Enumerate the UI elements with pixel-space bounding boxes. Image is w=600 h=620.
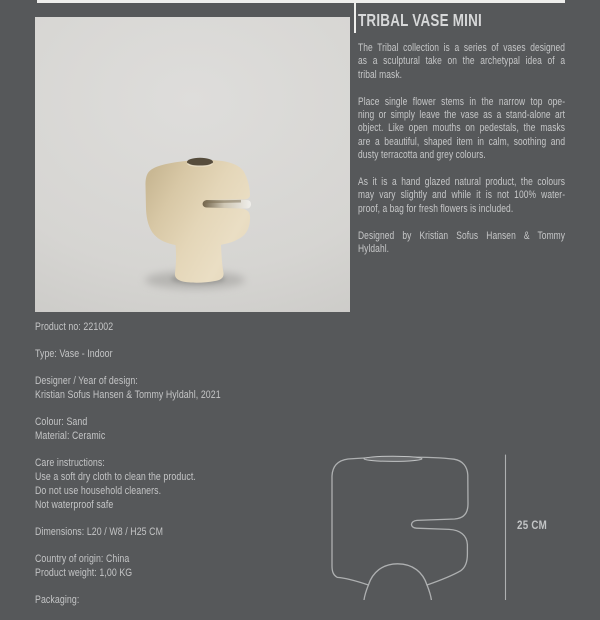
text-line: are a beautiful, shaped item in calm, soothing and [358,135,566,148]
vase-outline-drawing [320,448,510,600]
tribal-vase-photo-illustration [35,17,350,312]
vase-outline [332,457,468,585]
text-line: Designer / Year of design: [35,375,138,387]
description-column [358,10,565,270]
description-paragraph-2 [358,96,565,163]
spec-colour-material [35,415,235,443]
technical-drawing [320,448,510,600]
text-line: Designed by Kristian Sofus Hansen & Tommy [358,229,566,242]
spec-designer [35,374,235,402]
text-line: As it is a hand glazed natural product, the colours [358,176,566,189]
text-line: dusty terracotta and grey colours. [358,149,486,162]
text-line: as a sculptural take on the archetypal idea of a [358,55,566,68]
foot-flare-left [364,585,368,600]
text-line: Product no: 221002 [35,321,114,333]
header-column-divider [354,0,356,33]
description-paragraph-1 [358,42,565,82]
text-line: Colour: Sand [35,416,88,428]
text-line: Place single flower stems in the narrow top ope- [358,95,566,108]
text-line: Material: Ceramic [35,430,106,442]
spec-origin-weight [35,552,235,580]
text-line: Do not use household cleaners. [35,485,162,497]
text-line: tribal mask. [358,68,403,81]
spec-care-instructions [35,456,235,512]
text-line: Country of origin: China [35,553,130,565]
text-line: Not waterproof safe [35,499,114,511]
description-paragraph-3 [358,176,565,216]
text-line: Packaging: [35,594,80,606]
dimension-label: 25 CM [517,520,548,532]
description-paragraph-4 [358,230,565,257]
text-line: Dimensions: L20 / W8 / H25 CM [35,526,164,538]
text-line: Type: Vase - Indoor [35,348,113,360]
text-line: ning or simply leave the vase as a stand-alone art [358,109,566,122]
product-photo [35,17,350,312]
text-line: Hyldahl. [358,243,390,256]
spec-packaging [35,593,235,607]
text-line: proof, a bag for fresh flowers is included. [358,202,514,215]
text-line: Kristian Sofus Hansen & Tommy Hyldahl, 2021 [35,389,221,401]
text-line: Product weight: 1,00 KG [35,567,133,579]
header-bottom-divider [37,0,565,3]
product-title: TRIBAL VASE MINI [358,10,483,30]
vase-body [146,160,251,283]
text-line: Use a soft dry cloth to clean the product. [35,471,196,483]
spec-type [35,347,235,361]
top-opening-outline [364,456,422,461]
spec-dimensions [35,525,235,539]
specs-column [35,320,235,620]
text-line: may vary slightly and while it is not 100% water- [358,189,566,202]
foot-flare-right [427,585,431,600]
spec-product-no [35,320,235,334]
text-line: Care instructions: [35,457,105,469]
text-line: object. Like open mouths on pedestals, the masks [358,122,566,135]
text-line: The Tribal collection is a series of vases designed [358,42,566,54]
